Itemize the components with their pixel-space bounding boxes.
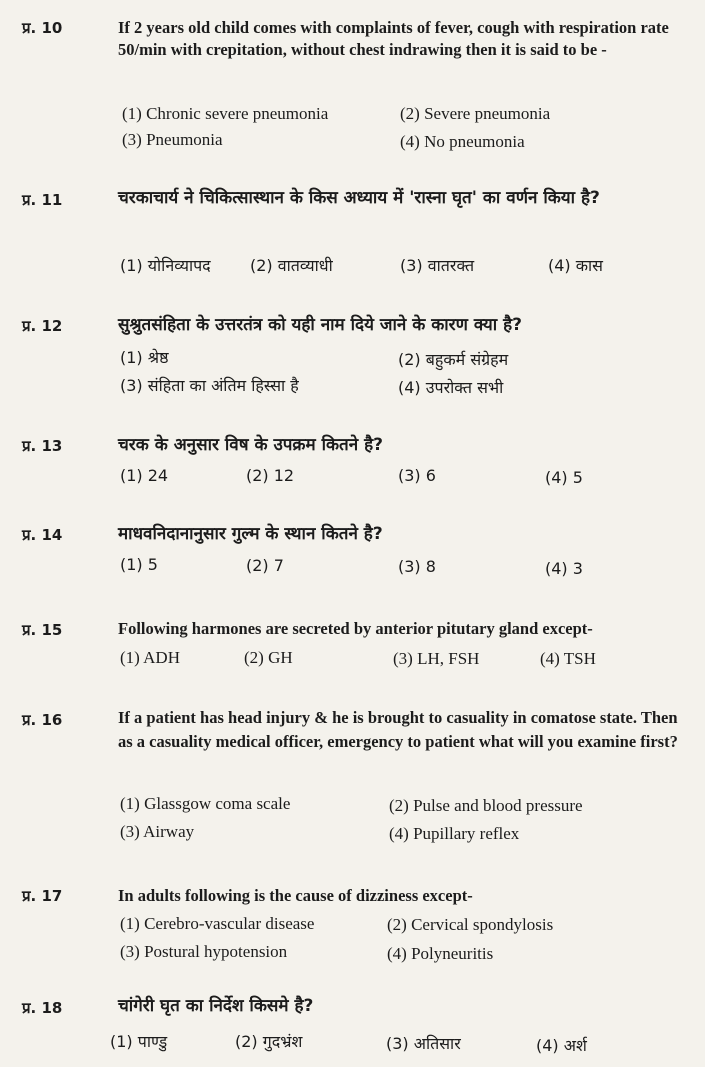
- option-3: (3) वातरक्त: [400, 256, 475, 275]
- option-1: (1) Chronic severe pneumonia: [122, 104, 329, 123]
- option-1: (1) Cerebro-vascular disease: [120, 914, 315, 933]
- question-text: सुश्रुतसंहिता के उत्तरतंत्र को यही नाम दिये जाने के कारण क्या है?: [118, 315, 522, 335]
- question-text: If a patient has head injury & he is brought to casuality in comatose state. Then as a casuality medical officer, emergency to patient what will you examine first?: [118, 708, 678, 751]
- question-number: प्र. 10: [22, 19, 63, 37]
- option-4: (4) अर्श: [536, 1036, 587, 1055]
- option-4: (4) TSH: [540, 649, 596, 668]
- question-text: चरकाचार्य ने चिकित्सास्थान के किस अध्याय में 'रास्ना घृत' का वर्णन किया है?: [118, 188, 600, 208]
- option-3: (3) Postural hypotension: [120, 942, 288, 961]
- option-4: (4) No pneumonia: [400, 132, 525, 151]
- option-3: (3) Pneumonia: [122, 130, 223, 149]
- question-text: माधवनिदानानुसार गुल्म के स्थान कितने है?: [118, 524, 383, 544]
- option-3: (3) अतिसार: [386, 1034, 461, 1053]
- question-number: प्र. 17: [22, 887, 63, 905]
- question-number: प्र. 18: [22, 999, 63, 1017]
- option-3: (3) LH, FSH: [393, 649, 480, 668]
- option-2: (2) गुदभ्रंश: [235, 1032, 303, 1051]
- option-4: (4) 5: [545, 468, 583, 487]
- option-2: (2) 7: [246, 556, 284, 575]
- question-number: प्र. 12: [22, 317, 63, 335]
- option-1: (1) ADH: [120, 648, 180, 667]
- option-2: (2) 12: [246, 466, 295, 485]
- option-3: (3) संहिता का अंतिम हिस्सा है: [120, 376, 299, 395]
- question-number: प्र. 11: [22, 191, 63, 209]
- option-1: (1) योनिव्यापद: [120, 256, 211, 275]
- option-2: (2) Cervical spondylosis: [387, 915, 554, 934]
- option-1: (1) 5: [120, 555, 158, 574]
- option-2: (2) वातव्याधी: [250, 256, 333, 275]
- option-4: (4) कास: [548, 256, 603, 275]
- option-1: (1) 24: [120, 466, 169, 485]
- option-3: (3) 8: [398, 557, 436, 576]
- option-4: (4) 3: [545, 559, 583, 578]
- option-4: (4) Pupillary reflex: [389, 824, 520, 843]
- option-4: (4) Polyneuritis: [387, 944, 494, 963]
- question-text: In adults following is the cause of dizziness except-: [118, 886, 473, 905]
- option-1: (1) श्रेष्ठ: [120, 348, 169, 367]
- option-3: (3) Airway: [120, 822, 195, 841]
- question-number: प्र. 15: [22, 621, 63, 639]
- question-text: Following harmones are secreted by anterior pitutary gland except-: [118, 619, 593, 638]
- question-text: If 2 years old child comes with complaints of fever, cough with respiration rate 50/min with crepitation, without chest indrawing then it is said to be -: [118, 18, 669, 59]
- option-2: (2) GH: [244, 648, 293, 667]
- option-4: (4) उपरोक्त सभी: [398, 378, 504, 397]
- option-2: (2) Pulse and blood pressure: [389, 796, 583, 815]
- question-text: चरक के अनुसार विष के उपक्रम कितने है?: [118, 435, 383, 455]
- option-1: (1) पाण्डु: [110, 1032, 168, 1051]
- question-text: चांगेरी घृत का निर्देश किसमे है?: [118, 996, 314, 1016]
- option-3: (3) 6: [398, 466, 436, 485]
- option-2: (2) बहुकर्म संग्रेहम: [398, 350, 509, 369]
- question-number: प्र. 14: [22, 526, 63, 544]
- option-2: (2) Severe pneumonia: [400, 104, 551, 123]
- question-number: प्र. 13: [22, 437, 63, 455]
- option-1: (1) Glassgow coma scale: [120, 794, 291, 813]
- question-number: प्र. 16: [22, 711, 63, 729]
